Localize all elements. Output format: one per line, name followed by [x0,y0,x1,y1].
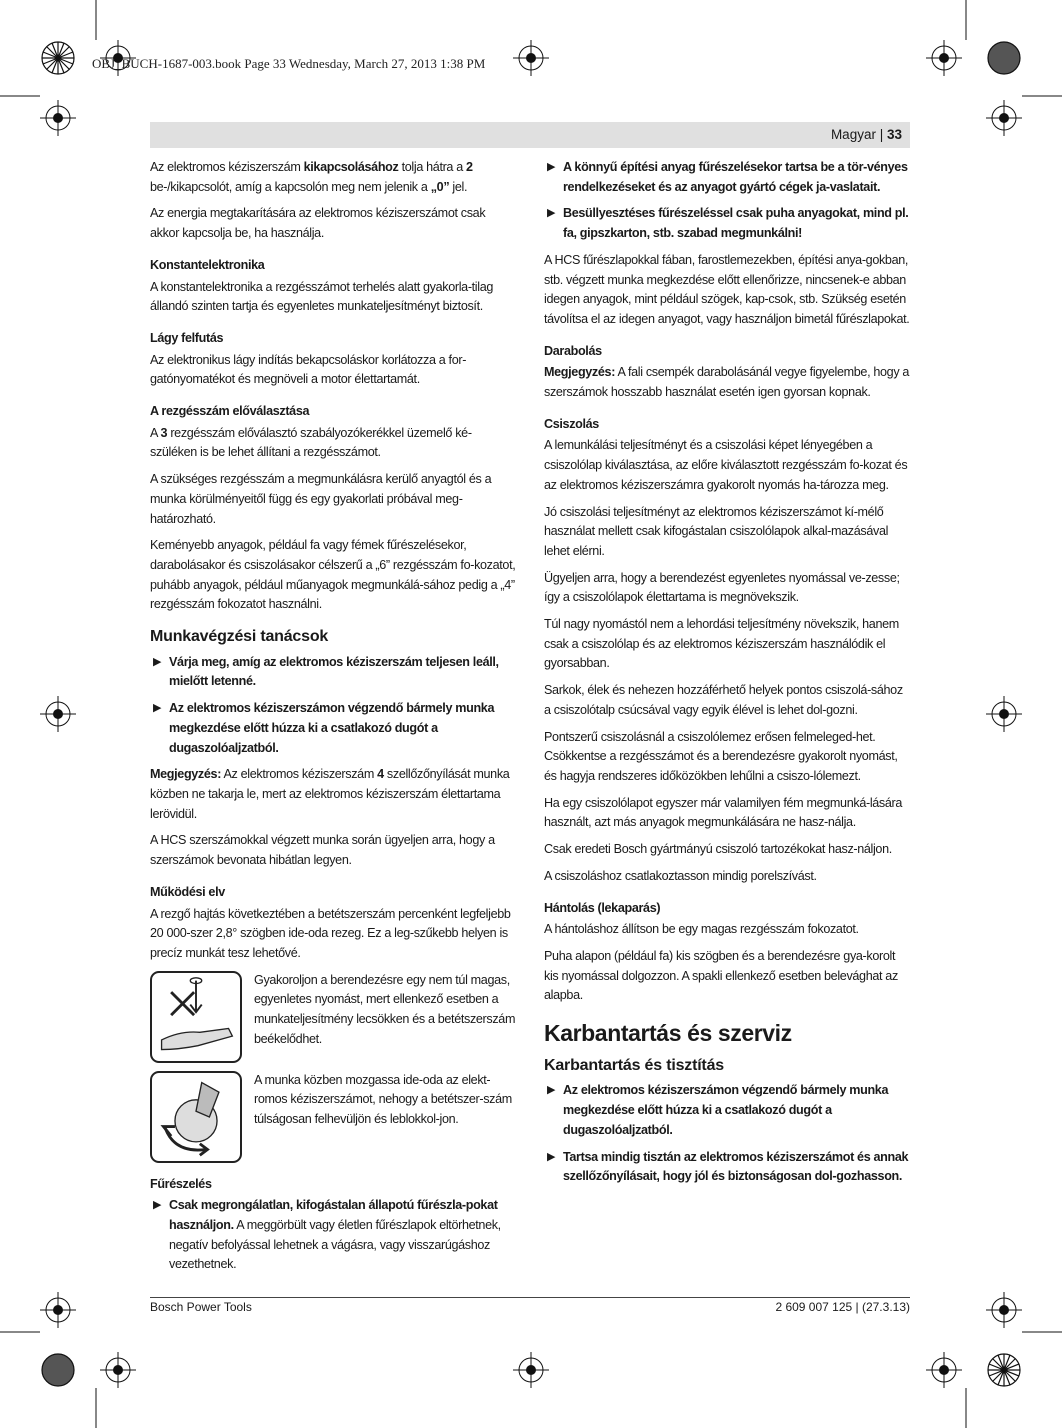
header-separator: | [875,127,887,142]
paragraph-note-ventilation: Megjegyzés: Az elektromos kéziszerszám 4 szellőzőnyílását munka közben ne takarja le, mert az elektromos kéziszerszám élettartama lerövidül. [150,767,510,821]
footer-brand: Bosch Power Tools [150,1300,252,1314]
figure-motion-caption: A munka közben mozgassa ide-oda az elekt-romos kéziszerszámot, nehogy a betétszer-szám túlságosan felhevüljön és leblokkol-jon. [254,1072,512,1127]
paragraph-note-tiles: Megjegyzés: A fali csempék darabolásánál vegye figyelembe, hogy a szerszámok hosszabb használat esetén igen gyorsan kopnak. [544,365,910,400]
heading-rezgesszam: A rezgésszám előválasztása [150,404,310,419]
figure-pressure [150,971,516,1063]
paragraph-csiszolas-8: Csak eredeti Bosch gyártmányú csiszoló tartozékokat hasz-náljon. [544,842,892,857]
paragraph-mukodesi-elv: A rezgő hajtás következtében a betétszerszám percenként legfeljebb 20 000-szer 2,8° szögben ide-oda rezeg. Ez a leg-szűkebb helyen is precíz munkát tesz lehetővé. [150,906,511,960]
heading-karbantartas-es-tisztitas: Karbantartás és tisztítás [544,1056,724,1074]
bullet-triangle-icon: ▶ [153,655,162,668]
left-column [150,158,516,1282]
right-column [544,158,910,1194]
header-page-number: 33 [886,127,902,142]
paragraph-csiszolas-9: A csiszoláshoz csatlakoztasson mindig porelszívást. [544,868,817,883]
motion-illustration-icon [150,1071,242,1163]
heading-darabolas: Darabolás [544,343,602,358]
bullet-item: ▶ Tartsa mindig tisztán az elektromos kéziszerszámot és annak szellőzőnyílásait, hogy jól és biztonságosan dol-gozhasson. [547,1149,909,1184]
heading-hantolas: Hántolás (lekaparás) [544,900,661,915]
heading-csiszolas: Csiszolás [544,416,599,431]
paragraph-csiszolas-6: Pontszerű csiszolásnál a csiszolólemez erősen felmeleged-het. Csökkentse a rezgésszámot és a berendezésre gyakorolt nyomást, és hagyja rendszeres időközökben lehűlni a csiszo-lólemezt. [544,729,898,783]
paragraph-csiszolas-1: A lemunkálási teljesítményt és a csiszolási képet lényegében a csiszolólap kiválasztása, az előre kiválasztott rezgésszám fo-kozat és az elektromos kéziszerszámra gyakorolt nyomás ha-tározza meg. [544,438,908,492]
heading-karbantartas-es-szerviz: Karbantartás és szerviz [544,1020,792,1047]
paragraph-csiszolas-4: Túl nagy nyomástól nem a lehordási teljesítmény növekszik, hanem csak a csiszolólap és az elektromos kéziszerszám használódik el gyorsabban. [544,617,899,671]
bullet-item: ▶ Az elektromos kéziszerszámon végzendő bármely munka megkezdése előtt húzza ki a csatlakozó dugót a dugaszolóaljzatból. [153,701,495,755]
bullet-item: ▶ Várja meg, amíg az elektromos kéziszerszám teljesen leáll, mielőtt letenné. [153,654,499,689]
page-header [150,122,910,148]
paragraph-rezgesszam-2: A szükséges rezgésszám a megmunkálásra kerülő anyagtól és a munka körülményeitől függ és egy gyakorlati próbával meg-határozható. [150,472,492,526]
bullet-triangle-icon: ▶ [153,1199,162,1212]
paragraph-konstantelektronika: A konstantelektronika a rezgésszámot terhelés alatt gyakorla-tilag állandó szinten tartja és egyenletes munkateljesítményt biztosít. [150,279,494,314]
bullet-item: ▶ A könnyű építési anyag fűrészelésekor tartsa be a tör-vényes rendelkezéseket és az anyagot gyártó cégek ja-vaslatait. [547,160,908,194]
paragraph-rezgesszam-3: Keményebb anyagok, például fa vagy fémek fűrészelésekor, darabolásakor és csiszolásakor célszerű a „6” rezgésszám fo-kozatot, puhább anyagok, például műanyagok megmunkálá-sához pedig a „4” rezgésszám fokozatot használni. [150,538,516,612]
paragraph-rezgesszam-1: A 3 rezgésszám előválasztó szabályozókerékkel üzemelő ké-szüléken is be lehet állítani a rezgésszámot. [150,425,472,460]
paragraph-hcs-coating: A HCS szerszámokkal végzett munka során ügyeljen arra, hogy a szerszámok bevonata hibátlan legyen. [150,833,495,868]
footer-divider [150,1297,910,1298]
paragraph-hantolas-1: A hántoláshoz állítson be egy magas rezgésszám fokozatot. [544,922,859,937]
heading-fureszeles: Fűrészelés [150,1176,212,1191]
paragraph-energy: Az energia megtakarítására az elektromos kéziszerszámot csak akkor kapcsolja be, ha használja. [150,206,486,241]
heading-mukodesi-elv: Működési elv [150,884,225,899]
pressure-illustration-icon [150,971,242,1063]
paragraph-csiszolas-7: Ha egy csiszolólapot egyszer már valamilyen fém megmunká-lására használt, azt más anyagok megmunkálására ne hasz-nálja. [544,795,903,830]
header-text [831,127,902,142]
paragraph-hantolas-2: Puha alapon (például fa) kis szögben és a berendezésre gya-korolt kis nyomással dolgozzon. A spakli ellenkező esetben belevághat az alapba. [544,948,898,1003]
bullet-triangle-icon: ▶ [153,702,162,715]
heading-konstantelektronika: Konstantelektronika [150,257,265,272]
paragraph-csiszolas-2: Jó csiszolási teljesítményt az elektromos kéziszerszámot kí-mélő használat mellett csak kifogástalan csiszolólapok alkal-mazásával lehet elérni. [544,504,889,558]
header-language: Magyar [830,127,876,142]
paragraph-switch-off: Az elektromos kéziszerszám kikapcsolásához tolja hátra a 2 be-/kikapcsolót, amíg a kapcsolón meg nem jelenik a „0” jel. [150,160,473,194]
heading-munkavegzesi-tanacsok: Munkavégzési tanácsok [150,628,329,646]
bullet-item: ▶ Csak megrongálatlan, kifogástalan állapotú fűrészla-pokat használjon. A meggörbült vagy életlen fűrészlapok eltörhetnek, negatív befolyással lehetnek a vágásra, vagy visszarúgáshoz vezethetnek. [153,1198,501,1272]
bullet-item: ▶ Az elektromos kéziszerszámon végzendő bármely munka megkezdése előtt húzza ki a csatlakozó dugót a dugaszolóaljzatból. [547,1083,889,1137]
bullet-triangle-icon: ▶ [547,161,556,173]
bullet-triangle-icon: ▶ [547,1084,556,1097]
heading-lagy-felfutas: Lágy felfutás [150,330,224,345]
footer-doc-number: 2 609 007 125 | (27.3.13) [775,1300,910,1314]
print-info: OBJ_BUCH-1687-003.book Page 33 Wednesday, March 27, 2013 1:38 PM [92,56,486,71]
figure-pressure-caption: Gyakoroljon a berendezésre egy nem túl magas, egyenletes nyomást, mert ellenkező esetben a munkateljesítmény lecsökken és a betétszerszám beékelődhet. [254,972,516,1046]
paragraph-lagy-felfutas: Az elektronikus lágy indítás bekapcsoláskor korlátozza a for-gatónyomatékot és megnöveli a motor élettartamát. [150,352,467,387]
paragraph-csiszolas-3: Ügyeljen arra, hogy a berendezést egyenletes nyomással ve-zesse; így a csiszolólapok élettartama is megnövekszik. [544,570,900,605]
bullet-item: ▶ Besüllyesztéses fűrészeléssel csak puha anyagokat, mind pl. fa, gipszkarton, stb. szabad megmunkálni! [547,206,909,241]
bullet-triangle-icon: ▶ [547,1150,556,1163]
paragraph-hcs-blades: A HCS fűrészlapokkal fában, farostlemezekben, építési anya-gokban, stb. végzett munka megkezdése előtt ellenőrizze, nincsenek-e abban idegen anyagok, mint például szögek, kap-csok, stb. Szükség esetén távolítsa el az idegen anyagot, vagy használjon bimetál fűrészlapokat. [544,252,910,326]
bullet-triangle-icon: ▶ [547,207,556,220]
paragraph-csiszolas-5: Sarkok, élek és nehezen hozzáférhető helyek pontos csiszolá-sához a csiszolótalp csúcsával vagy egyik élével is lehet dol-gozni. [544,683,903,717]
figure-motion [150,1071,516,1163]
